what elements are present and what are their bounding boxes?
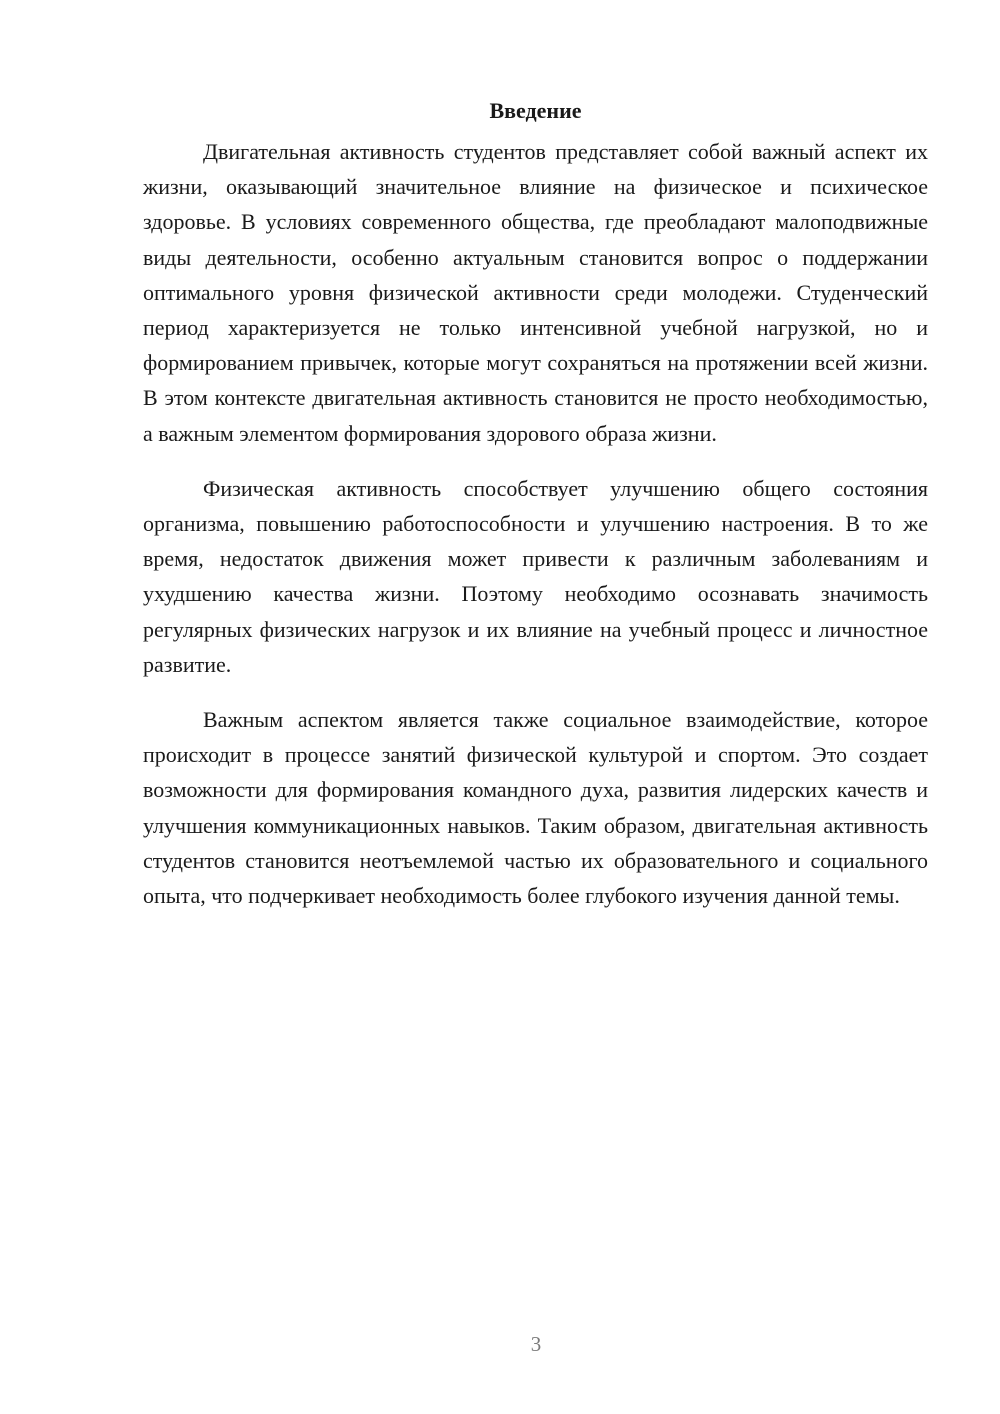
document-body xyxy=(143,92,928,933)
page-number: 3 xyxy=(530,1332,542,1356)
section-title: Введение xyxy=(489,98,582,123)
paragraph: Физическая активность способствует улучшению общего состояния организма, повышению работоспособности и улучшению настроения. В то же время, недостаток движения может привести к различным заболеваниям и ухудшению качества жизни. Поэтому необходимо осознавать значимость регулярных физических нагрузок и их влияние на учебный процесс и личностное развитие. xyxy=(143,475,928,677)
paragraph: Важным аспектом является также социальное взаимодействие, которое происходит в процессе занятий физической культурой и спортом. Это создает возможности для формирования командного духа, развития лидерских качеств и улучшения коммуникационных навыков. Таким образом, двигательная активность студентов становится неотъемлемой частью их образовательного и социального опыта, что подчеркивает необходимость более глубокого изучения данной темы. xyxy=(143,707,928,909)
paragraph: Двигательная активность студентов представляет собой важный аспект их жизни, оказывающий значительное влияние на физическое и психическое здоровье. В условиях современного общества, где преобладают малоподвижные виды деятельности, особенно актуальным становится вопрос о поддержании оптимального уровня физической активности среди молодежи. Студенческий период характеризуется не только интенсивной учебной нагрузкой, но и формированием привычек, которые могут сохраняться на протяжении всей жизни. В этом контексте двигательная активность становится не просто необходимостью, а важным элементом формирования здорового образа жизни. xyxy=(143,139,928,446)
